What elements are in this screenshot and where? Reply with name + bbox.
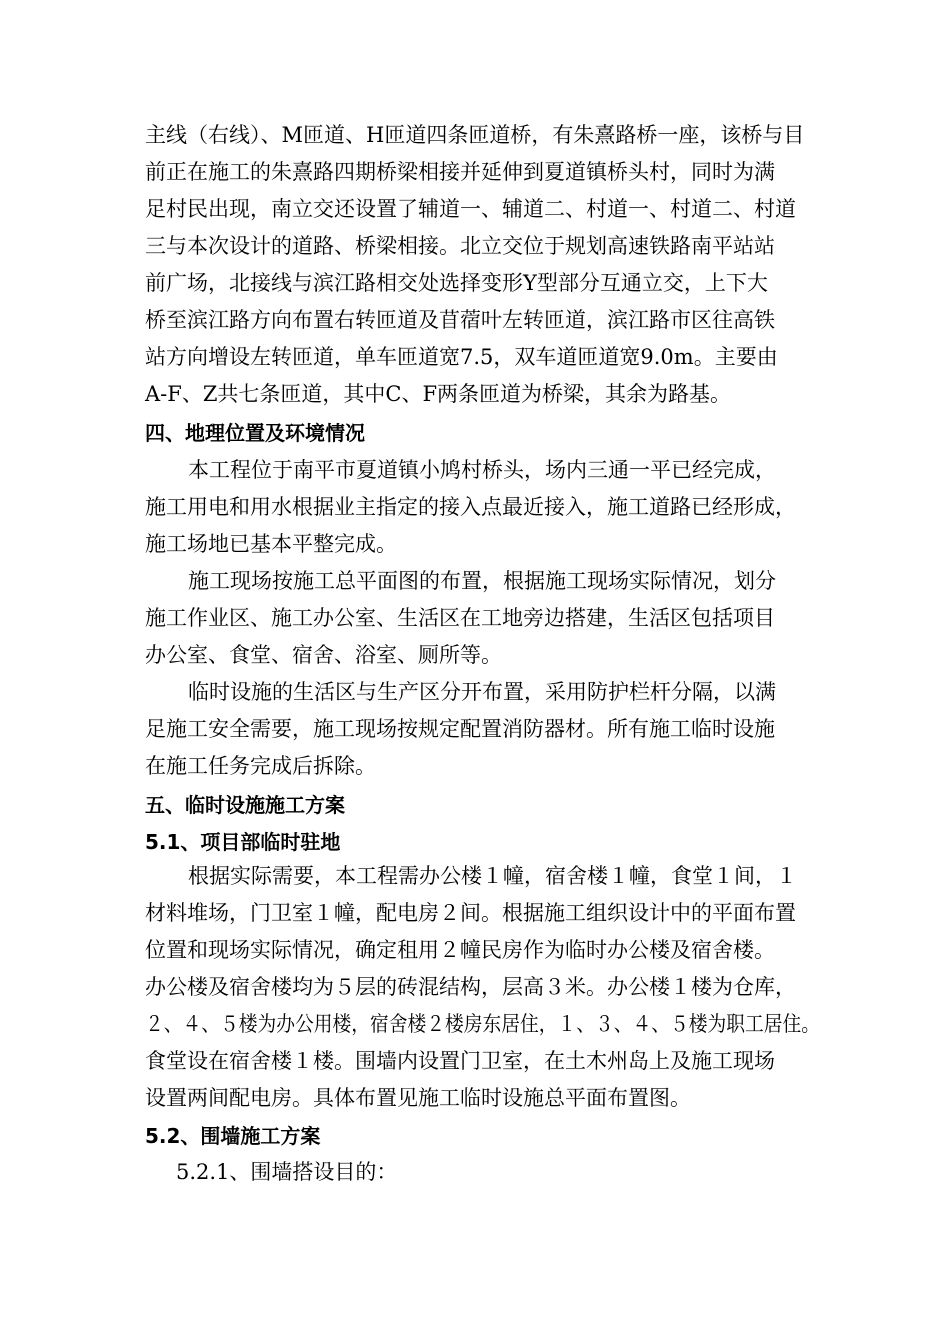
text-line: 材料堆场，门卫室１幢，配电房２间。根据施工组织设计中的平面布置 <box>145 901 796 925</box>
text-line: 施工用电和用水根据业主指定的接入点最近接入，施工道路已经形成， <box>145 495 796 519</box>
text-line: 办公楼及宿舍楼均为５层的砖混结构，层高３米。办公楼１楼为仓库， <box>145 975 796 999</box>
text-line: A-F、Z共七条匝道，其中C、F两条匝道为桥梁，其余为路基。 <box>145 382 732 406</box>
text-line: 三与本次设计的道路、桥梁相接。北立交位于规划高速铁路南平站站 <box>145 234 775 258</box>
text-line: 前广场，北接线与滨江路相交处选择变形Y型部分互通立交，上下大 <box>145 271 768 295</box>
section-heading: 四、地理位置及环境情况 <box>145 421 365 445</box>
text-line: 主线（右线）、M匝道、H匝道四条匝道桥，有朱熹路桥一座，该桥与目 <box>145 123 805 147</box>
text-line: 食堂设在宿舍楼１楼。围墙内设置门卫室，在土木州岛上及施工现场 <box>145 1049 775 1073</box>
text-line: 站方向增设左转匝道，单车匝道宽7.5，双车道匝道宽9.0m。主要由 <box>145 345 778 369</box>
text-line: 根据实际需要，本工程需办公楼１幢，宿舍楼１幢，食堂１间，１ <box>188 864 797 888</box>
text-line: 位置和现场实际情况，确定租用２幢民房作为临时办公楼及宿舍楼。 <box>145 938 775 962</box>
text-line: 桥至滨江路方向布置右转匝道及苜蓿叶左转匝道，滨江路市区往高铁 <box>145 308 775 332</box>
text-line: 设置两间配电房。具体布置见施工临时设施总平面布置图。 <box>145 1086 691 1110</box>
text-line: 施工作业区、施工办公室、生活区在工地旁边搭建，生活区包括项目 <box>145 606 775 630</box>
subsection-heading: 5.1、项目部临时驻地 <box>145 830 341 854</box>
section-heading: 五、临时设施施工方案 <box>145 793 345 817</box>
text-line: 足村民出现，南立交还设置了辅道一、辅道二、村道一、村道二、村道 <box>145 197 796 221</box>
text-line: 前正在施工的朱熹路四期桥梁相接并延伸到夏道镇桥头村，同时为满 <box>145 160 775 184</box>
text-line: 施工现场按施工总平面图的布置，根据施工现场实际情况，划分 <box>188 569 776 593</box>
subsection-heading: 5.2、围墙施工方案 <box>145 1124 321 1148</box>
text-line: 本工程位于南平市夏道镇小鸠村桥头，场内三通一平已经完成， <box>188 458 776 482</box>
text-line: 临时设施的生活区与生产区分开布置，采用防护栏杆分隔，以满 <box>188 680 776 704</box>
text-line: 施工场地已基本平整完成。 <box>145 532 397 556</box>
text-line: ２、４、５楼为办公用楼，宿舍楼２楼房东居住，１、３、４、５楼为职工居住。 <box>145 1012 821 1036</box>
text-line: 办公室、食堂、宿舍、浴室、厕所等。 <box>145 643 502 667</box>
text-line: 足施工安全需要，施工现场按规定配置消防器材。所有施工临时设施 <box>145 717 775 741</box>
subsubsection-heading: 5.2.1、围墙搭设目的： <box>176 1160 398 1184</box>
text-line: 在施工任务完成后拆除。 <box>145 754 376 778</box>
